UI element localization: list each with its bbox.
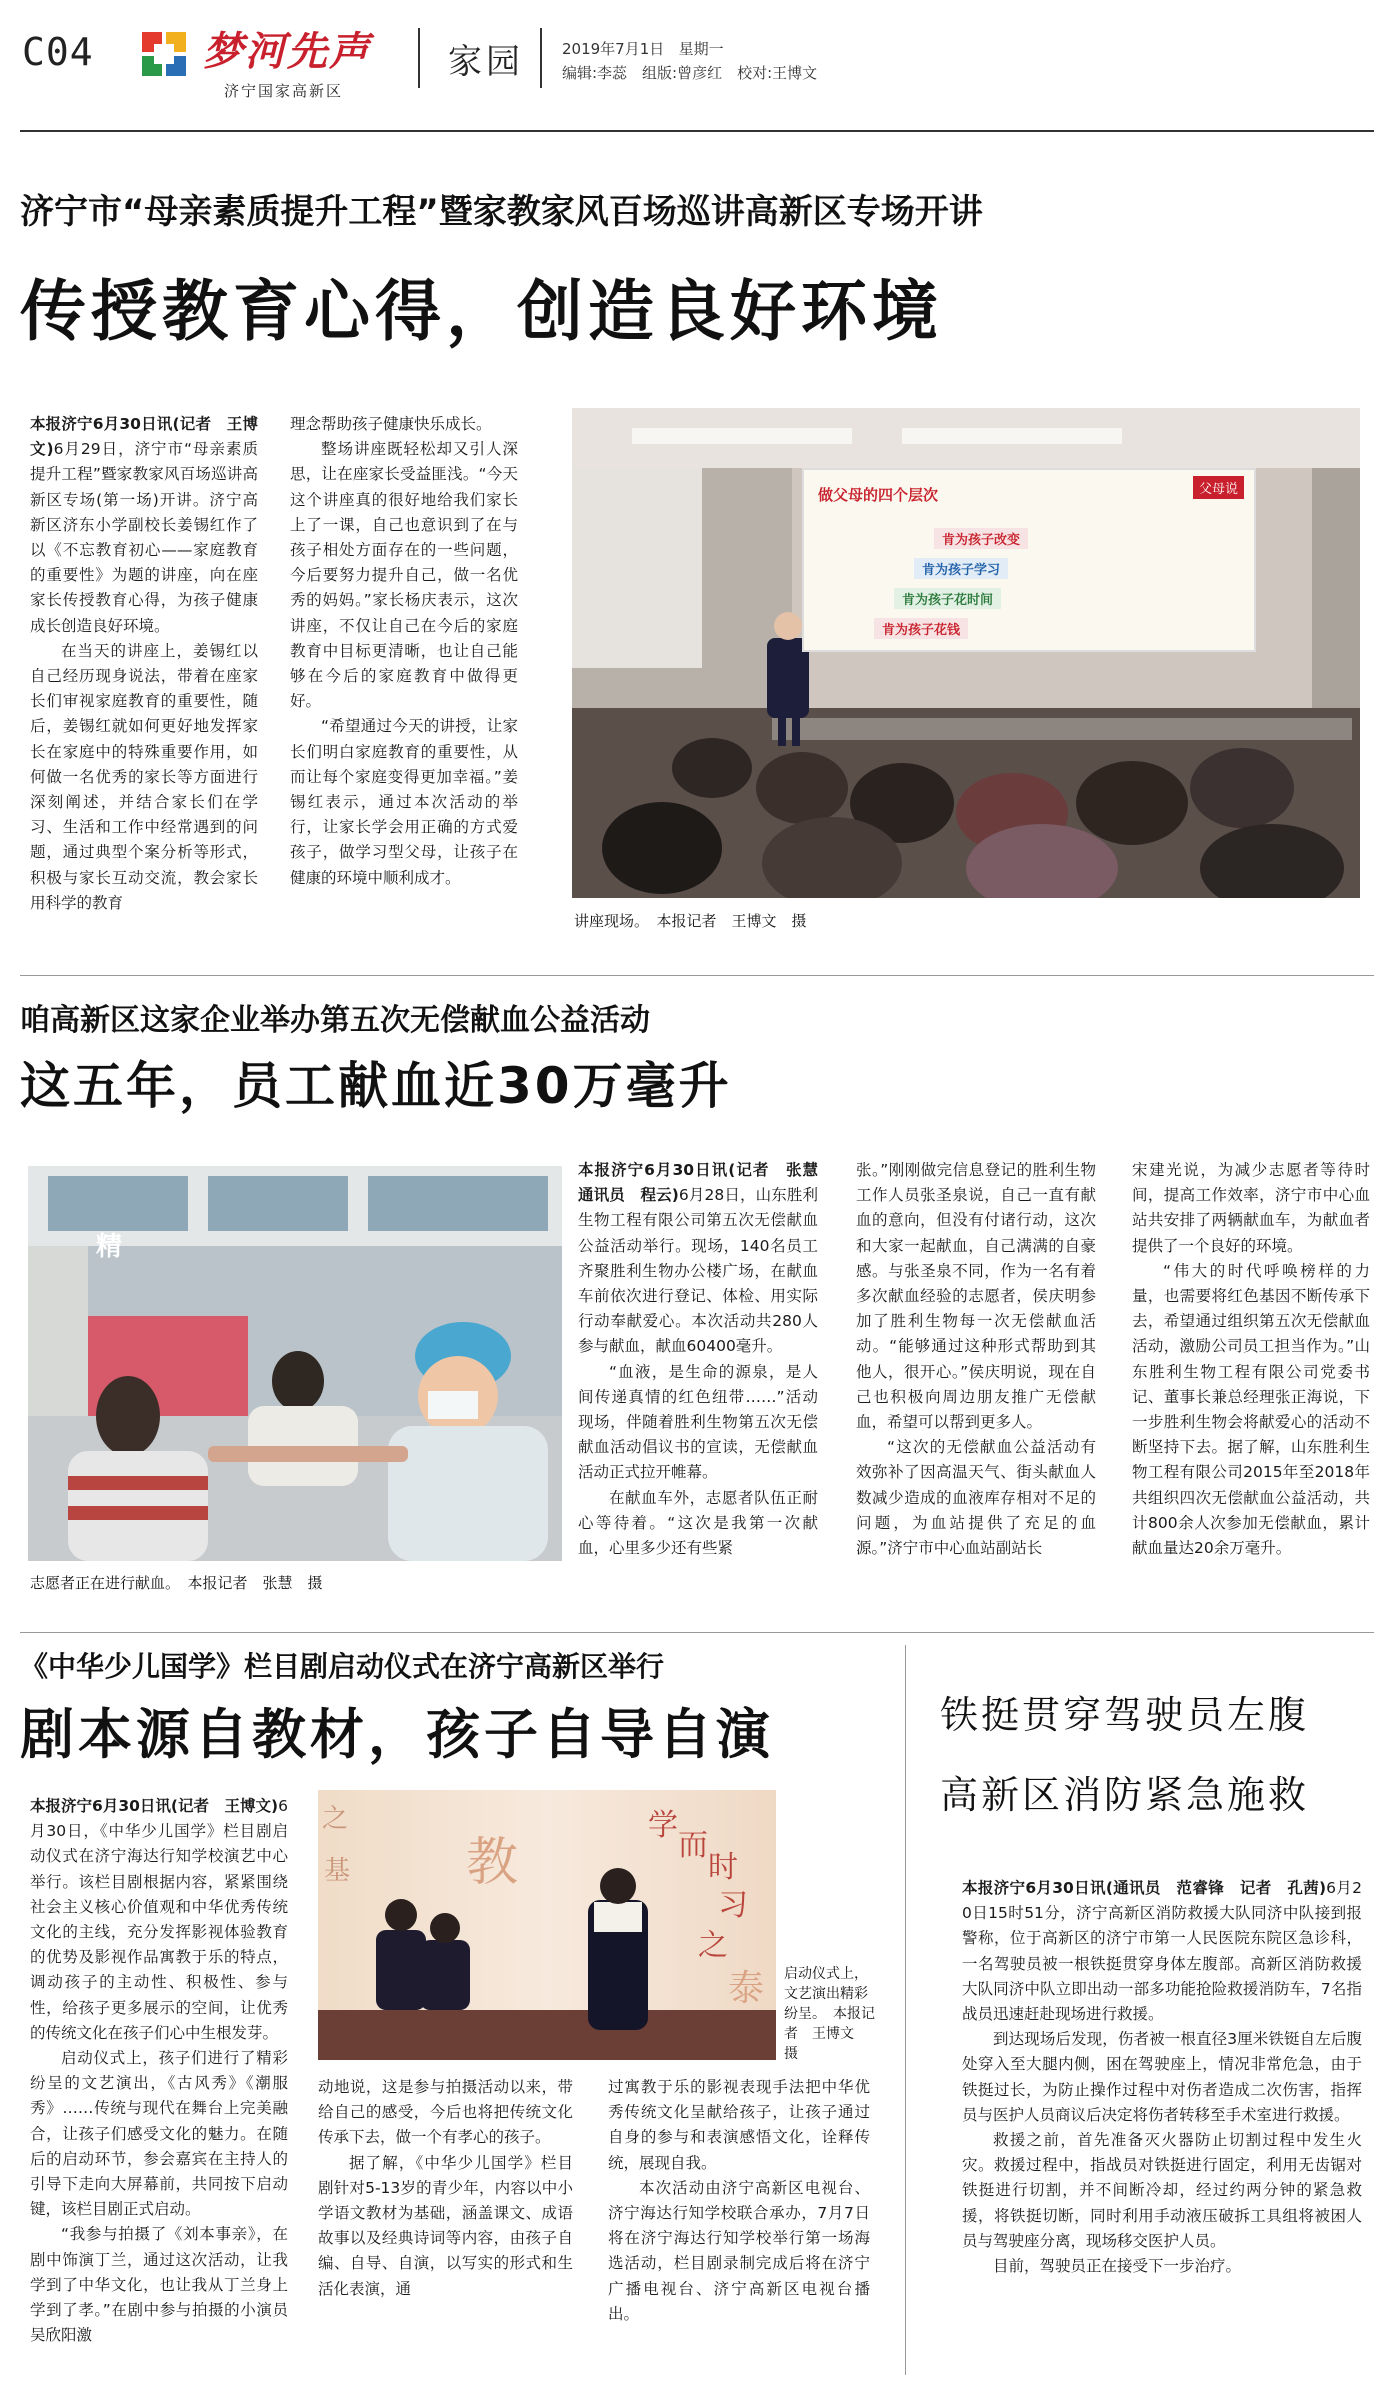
- lecture-slide: [802, 468, 1256, 652]
- article2-para: “伟大的时代呼唤榜样的力量，也需要将红色基因不断传承下去，希望通过组织第五次无偿献血活动，激励公司员工担当作为。”山东胜利生物工程有限公司党委书记、董事长兼总经理张正海说，下一步胜利生物会将献爱心的活动不断坚持下去。据了解，山东胜利生物工程有限公司2015年至2018年共组织四次无偿献血公益活动，共计800余人次参加无偿献血，累计献血量达20余万毫升。: [1132, 1261, 1370, 1558]
- article3-col1: [30, 1794, 288, 2348]
- slide-item: 肯为孩子改变: [934, 528, 1028, 549]
- backdrop-char: 教: [466, 1833, 519, 1893]
- paper-subtitle: 济宁国家高新区: [224, 82, 344, 100]
- article2-col3: [1132, 1158, 1370, 1561]
- weekday-text: 星期一: [678, 40, 724, 58]
- article3-para: 过寓教于乐的影视表现手法把中华优秀传统文化呈献给孩子，让孩子通过自身的参与和表演感悟文化，诠释传统，展现自我。: [608, 2078, 870, 2172]
- article3-para: “我参与拍摄了《刘本事亲》，在剧中饰演丁兰，通过这次活动，让我学到了中华文化，也让我从丁兰身上学到了孝。”在剧中参与拍摄的小演员吴欣阳激: [30, 2225, 288, 2345]
- paper-name: 梦河先声: [203, 28, 371, 75]
- article1-col1: [30, 412, 258, 916]
- backdrop-char: 之: [322, 1804, 349, 1834]
- article4-para: 到达现场后发现，伤者被一根直径3厘米铁铤自左后腹处穿入至大腿内侧，困在驾驶座上，情况非常危急，由于铁挺过长，为防止操作过程中对伤者造成二次伤害，指挥员与医护人员商议后决定将伤者转移至手术室进行救援。: [962, 2030, 1362, 2124]
- backdrop-char: 学: [648, 1808, 678, 1843]
- article2-caption: 志愿者正在进行献血。 本报记者 张慧 摄: [30, 1574, 323, 1592]
- slide-title: 做父母的四个层次: [818, 486, 939, 504]
- slide-item: 肯为孩子学习: [914, 558, 1008, 579]
- backdrop-char: 基: [324, 1856, 351, 1886]
- article3-caption: 启动仪式上，文艺演出精彩纷呈。 本报记者 王博文 摄: [784, 1966, 875, 2062]
- section-rule: [20, 1632, 1374, 1633]
- article3-kicker: 《中华少儿国学》栏目剧启动仪式在济宁高新区举行: [20, 1650, 665, 1683]
- backdrop-char: 时: [708, 1850, 738, 1885]
- article3-para: 动地说，这是参与拍摄活动以来，带给自己的感受，今后也将把传统文化传承下去，做一个有孝心的孩子。: [318, 2078, 573, 2147]
- article3-para: 启动仪式上，孩子们进行了精彩纷呈的文艺演出，《古风秀》《潮服秀》……传统与现代在舞台上完美融合，让孩子们感受文化的魅力。在随后的启动环节，参会嘉宾在主持人的引导下走向大屏幕前，共同按下启动键，该栏目剧正式启动。: [30, 2049, 288, 2219]
- date-text: 2019年7月1日: [562, 40, 665, 58]
- article3-para: 据了解，《中华少儿国学》栏目剧针对5-13岁的青少年，内容以中小学语文教材为基础，涵盖课文、成语故事以及经典诗词等内容，由孩子自编、自导、自演，以写实的形式和生活化表演，通: [318, 2153, 573, 2298]
- article3-para: 6月30日，《中华少儿国学》栏目剧启动仪式在济宁海达行知学校演艺中心举行。该栏目剧根据内容，紧紧围绕社会主义核心价值观和中华优秀传统文化的主线，充分发挥影视体验教育的优势及影视作品寓教于乐的特点，调动孩子的主动性、积极性、参与性，给孩子更多展示的空间，让优秀的传统文化在孩子们心中生根发芽。: [30, 1797, 288, 2042]
- backdrop-char: 习: [718, 1888, 748, 1923]
- article2-byline: 本报济宁6月30日讯(记者 张慧 通讯员 程云): [578, 1161, 834, 1205]
- column-divider: [905, 1645, 906, 2375]
- article1-para: 整场讲座既轻松却又引人深思，让在座家长受益匪浅。“今天这个讲座真的很好地给我们家长上了一课，自己也意识到了在与孩子相处方面存在的一些问题，今后要努力提升自己，做一名优秀的妈妈。”家长杨庆表示，这次讲座，不仅让自己在今后的家庭教育中目标更清晰，也让自己能够在今后的家庭教育中做得更好。: [290, 440, 518, 711]
- slide-item: 肯为孩子花钱: [874, 618, 968, 639]
- article1-para: 6月29日，济宁市“母亲素质提升工程”暨家教家风百场巡讲高新区专场(第一场)开讲。济宁高新区济东小学副校长姜锡红作了以《不忘教育初心——家庭教育的重要性》为题的讲座，向在座家长传授教育心得，为孩子健康成长创造良好环境。: [30, 440, 258, 635]
- article1-para: “希望通过今天的讲授，让家长们明白家庭教育的重要性，从而让每个家庭变得更加幸福。”姜锡红表示，通过本次活动的举行，让家长学会用正确的方式爱孩子，做学习型父母，让孩子在健康的环境中顺利成才。: [290, 717, 518, 887]
- article2-para: 张。”刚刚做完信息登记的胜利生物工作人员张圣泉说，自己一直有献血的意向，但没有付诸行动，这次和大家一起献血，自己满满的自豪感。与张圣泉不同，作为一名有着多次献血经验的志愿者，侯庆明参加了胜利生物每一次无偿献血活动。“能够通过这种形式帮助到其他人，很开心。”侯庆明说，现在自己也积极向周边朋友推广无偿献血，希望可以帮到更多人。: [856, 1161, 1096, 1432]
- blood-donation-photo: [28, 1166, 562, 1561]
- article4-para: 6月20日15时51分，济宁高新区消防救援大队同济中队接到报警称，位于高新区的济宁市第一人民医院东院区急诊科，一名驾驶员被一根铁挺贯穿身体左腹部。高新区消防救援大队同济中队立即出动一部多功能抢险救援消防车，7名指战员迅速赶赴现场进行救援。: [962, 1879, 1362, 2024]
- article4-headline-2: 高新区消防紧急施救: [940, 1773, 1310, 1817]
- article2-col2: [856, 1158, 1096, 1561]
- backdrop-char: 泰: [728, 1968, 765, 2009]
- masthead: [0, 0, 1394, 115]
- article1-col2: [290, 412, 518, 891]
- section-rule: [20, 975, 1374, 976]
- page-number: C04: [22, 30, 94, 74]
- paper-logo-icon: [140, 30, 188, 78]
- masthead-rule: [20, 130, 1374, 132]
- article2-para: 宋建光说，为减少志愿者等待时间，提高工作效率，济宁市中心血站共安排了两辆献血车，为献血者提供了一个良好的环境。: [1132, 1161, 1370, 1255]
- lecture-photo: [572, 408, 1360, 898]
- article2-para: 6月28日，山东胜利生物工程有限公司第五次无偿献血公益活动举行。现场，140名员工齐聚胜利生物办公楼广场，在献血车前依次进行登记、体检、用实际行动奉献爱心。本次活动共280人参与献血，献血60400毫升。: [578, 1186, 818, 1356]
- article4-para: 救援之前，首先准备灭火器防止切割过程中发生火灾。救援过程中，指战员对铁挺进行固定，利用无齿锯对铁挺进行切割，并不间断冷却，经过约两分钟的紧急救援，将铁挺切断，同时利用手动液压破拆工具组将被困人员与驾驶座分离，现场移交医护人员。: [962, 2131, 1362, 2250]
- article1-byline: 本报济宁6月30日讯(记者 王博文): [30, 415, 258, 459]
- article2-col1: [578, 1158, 834, 1561]
- backdrop-char: 之: [698, 1928, 728, 1963]
- article1-para: 理念帮助孩子健康快乐成长。: [290, 415, 492, 433]
- article3-headline: 剧本源自教材，孩子自导自演: [20, 1703, 774, 1766]
- backdrop-char: 而: [678, 1828, 708, 1863]
- article1-kicker: 济宁市“母亲素质提升工程”暨家教家风百场巡讲高新区专场开讲: [20, 192, 983, 232]
- article2-headline: 这五年，员工献血近30万毫升: [20, 1057, 732, 1115]
- slide-brand: 父母说: [1193, 476, 1244, 499]
- article2-para: “血液，是生命的源泉，是人间传递真情的红色纽带……”活动现场，伴随着胜利生物第五次无偿献血活动倡议书的宣读，无偿献血活动正式拉开帷幕。: [578, 1362, 818, 1482]
- article4-byline: 本报济宁6月30日讯(通讯员 范睿锋 记者 孔茜): [962, 1879, 1327, 1897]
- article2-kicker: 咱高新区这家企业举办第五次无偿献血公益活动: [20, 1003, 650, 1038]
- article3-col3: [608, 2075, 870, 2327]
- article4-para: 目前，驾驶员正在接受下一步治疗。: [993, 2257, 1242, 2276]
- blood-banner-text: 精: [96, 1232, 123, 1262]
- article4-headline-1: 铁挺贯穿驾驶员左腹: [940, 1693, 1310, 1737]
- section-name: 家园: [448, 42, 524, 82]
- article4-body: [962, 1876, 1362, 2279]
- article3-col2: [318, 2075, 573, 2302]
- editor-credits: 编辑:李蕊 组版:曾彦红 校对:王博文: [562, 64, 818, 82]
- article1-caption: 讲座现场。 本报记者 王博文 摄: [574, 912, 807, 930]
- article1-headline: 传授教育心得，创造良好环境: [20, 273, 943, 350]
- article2-para: “这次的无偿献血公益活动有效弥补了因高温天气、街头献血人数减少造成的血液库存相对不足的问题，为血站提供了充足的血源。”济宁市中心血站副站长: [856, 1438, 1096, 1558]
- article1-para: 在当天的讲座上，姜锡红以自己经历现身说法，带着在座家长们审视家庭教育的重要性，随后，姜锡红就如何更好地发挥家长在家庭中的特殊重要作用，如何做一名优秀的家长等方面进行深刻阐述，并结合家长们在学习、生活和工作中经常遇到的问题，通过典型个案分析等形式，积极与家长互动交流，教会家长用科学的教育: [30, 641, 258, 912]
- issue-date: [562, 38, 724, 59]
- ceremony-photo: [318, 1790, 776, 2060]
- article3-byline: 本报济宁6月30日讯(记者 王博文): [30, 1797, 279, 1815]
- slide-item: 肯为孩子花时间: [894, 588, 1001, 609]
- article3-para: 本次活动由济宁高新区电视台、济宁海达行知学校联合承办，7月7日将在济宁海达行知学校举行第一场海选活动，栏目剧录制完成后将在济宁广播电视台、济宁高新区电视台播出。: [608, 2178, 870, 2323]
- article2-para: 在献血车外，志愿者队伍正耐心等待着。“这次是我第一次献血，心里多少还有些紧: [578, 1488, 818, 1558]
